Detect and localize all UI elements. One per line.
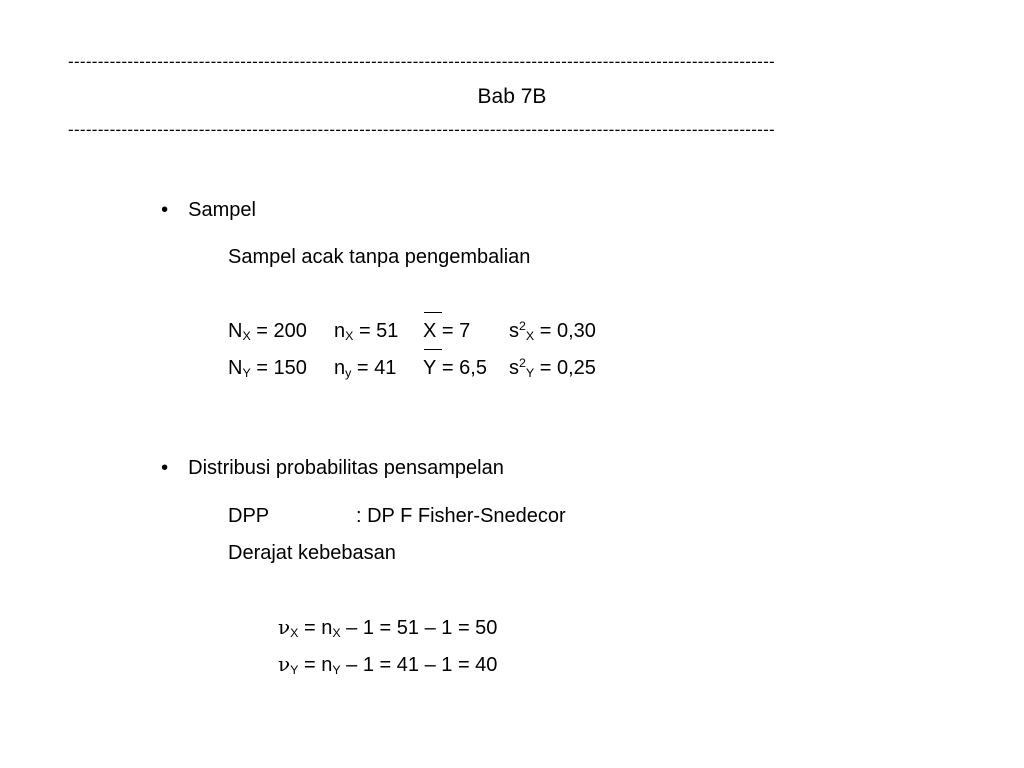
sample-mean-x: X = 7 — [423, 320, 471, 342]
dpp-value: : DP F Fisher-Snedecor — [356, 505, 566, 527]
bullet-heading: Distribusi probabilitas pensampelan — [188, 457, 504, 479]
population-size-y: $N_Y = 150$ — [228, 357, 307, 381]
sample-variance-x: $s^2_X = 0,30$ — [509, 319, 596, 344]
degrees-of-freedom-label: Derajat kebebasan — [228, 542, 396, 564]
sample-size-y: $n_y = 41$ — [334, 357, 397, 381]
df-formula-y: $\nu_Y = n_Y - 1 = 41 - 1 = 40$ — [278, 652, 498, 678]
bullet-item-distribusi — [150, 429, 504, 481]
nu-symbol: ν — [278, 652, 291, 676]
sample-mean-y: Y = 6,5 — [423, 357, 487, 379]
sample-row-y — [228, 355, 596, 381]
df-formula-x: $\nu_X = n_X - 1 = 51 - 1 = 50$ — [278, 615, 498, 641]
sample-row-x — [228, 318, 596, 344]
dpp-label: DPP — [228, 505, 270, 527]
population-size-x: $N_X = 200$ — [228, 320, 307, 344]
page-title: Bab 7B — [477, 85, 547, 108]
header-divider-top: ----------------------------------------------------------------------------------------------------------------------- — [68, 52, 775, 71]
bullet-icon: • — [161, 199, 169, 221]
bullet-heading: Sampel — [188, 199, 256, 221]
header-divider-bottom: ----------------------------------------------------------------------------------------------------------------------- — [68, 120, 775, 139]
sample-method: Sampel acak tanpa pengembalian — [228, 246, 531, 268]
sample-size-x: $n_X = 51$ — [334, 320, 399, 344]
dpp-row — [228, 503, 566, 529]
sample-variance-y: $s^2_Y = 0,25$ — [509, 356, 596, 381]
bullet-icon: • — [161, 457, 169, 479]
nu-symbol: ν — [278, 615, 291, 639]
bullet-item-sampel — [150, 171, 256, 223]
